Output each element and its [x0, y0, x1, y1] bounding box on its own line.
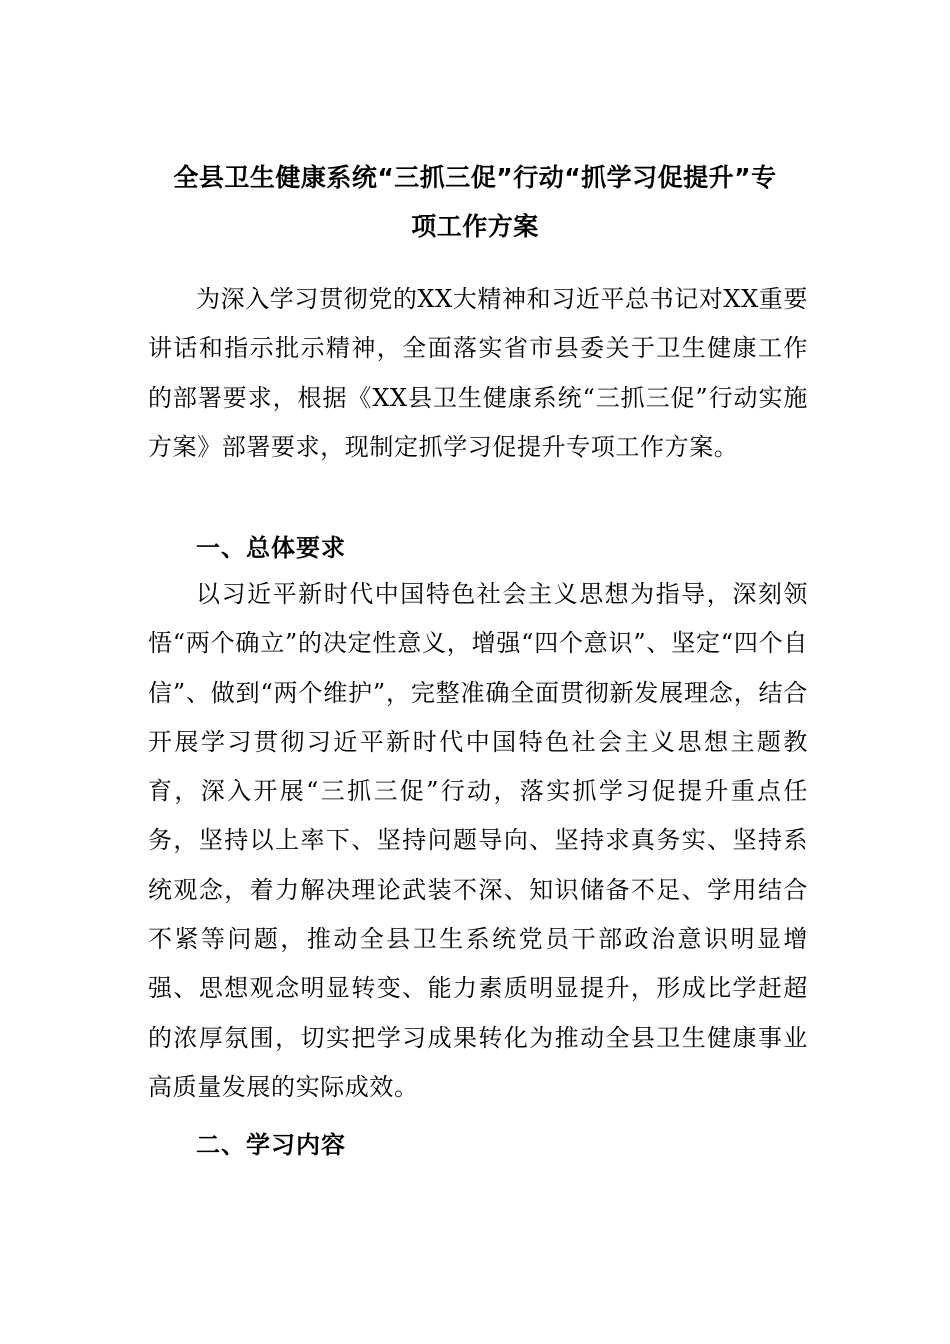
- section-2-heading: 二、学习内容: [196, 1131, 346, 1159]
- document-title-line-1: 全县卫生健康系统“三抓三促”行动“抓学习促提升”专: [173, 163, 777, 192]
- section-1-paragraph: 以习近平新时代中国特色社会主义思想为指导，深刻领悟“两个确立”的决定性意义，增强“四个意识”、坚定“四个自信”、做到“两个维护”，完整准确全面贯彻新发展理念，结合开展学习贯彻习近平新时代中国特色社会主义思想主题教育，深入开展“三抓三促”行动，落实抓学习促提升重点任务，坚持以上率下、坚持问题导向、坚持求真务实、坚持系统观念，着力解决理论武装不深、知识储备不足、学用结合不紧等问题，推动全县卫生系统党员干部政治意识明显增强、思想观念明显转变、能力素质明显提升，形成比学赶超的浓厚氛围，切实把学习成果转化为推动全县卫生健康事业高质量发展的实际成效。: [148, 580, 808, 1101]
- intro-paragraph: 为深入学习贯彻党的XX大精神和习近平总书记对XX重要讲话和指示批示精神，全面落实省市县委关于卫生健康工作的部署要求，根据《XX县卫生健康系统“三抓三促”行动实施方案》部署要求，现制定抓学习促提升专项工作方案。: [148, 285, 808, 461]
- document-title-line-2: 项工作方案: [411, 212, 539, 241]
- section-1-heading: 一、总体要求: [196, 534, 346, 562]
